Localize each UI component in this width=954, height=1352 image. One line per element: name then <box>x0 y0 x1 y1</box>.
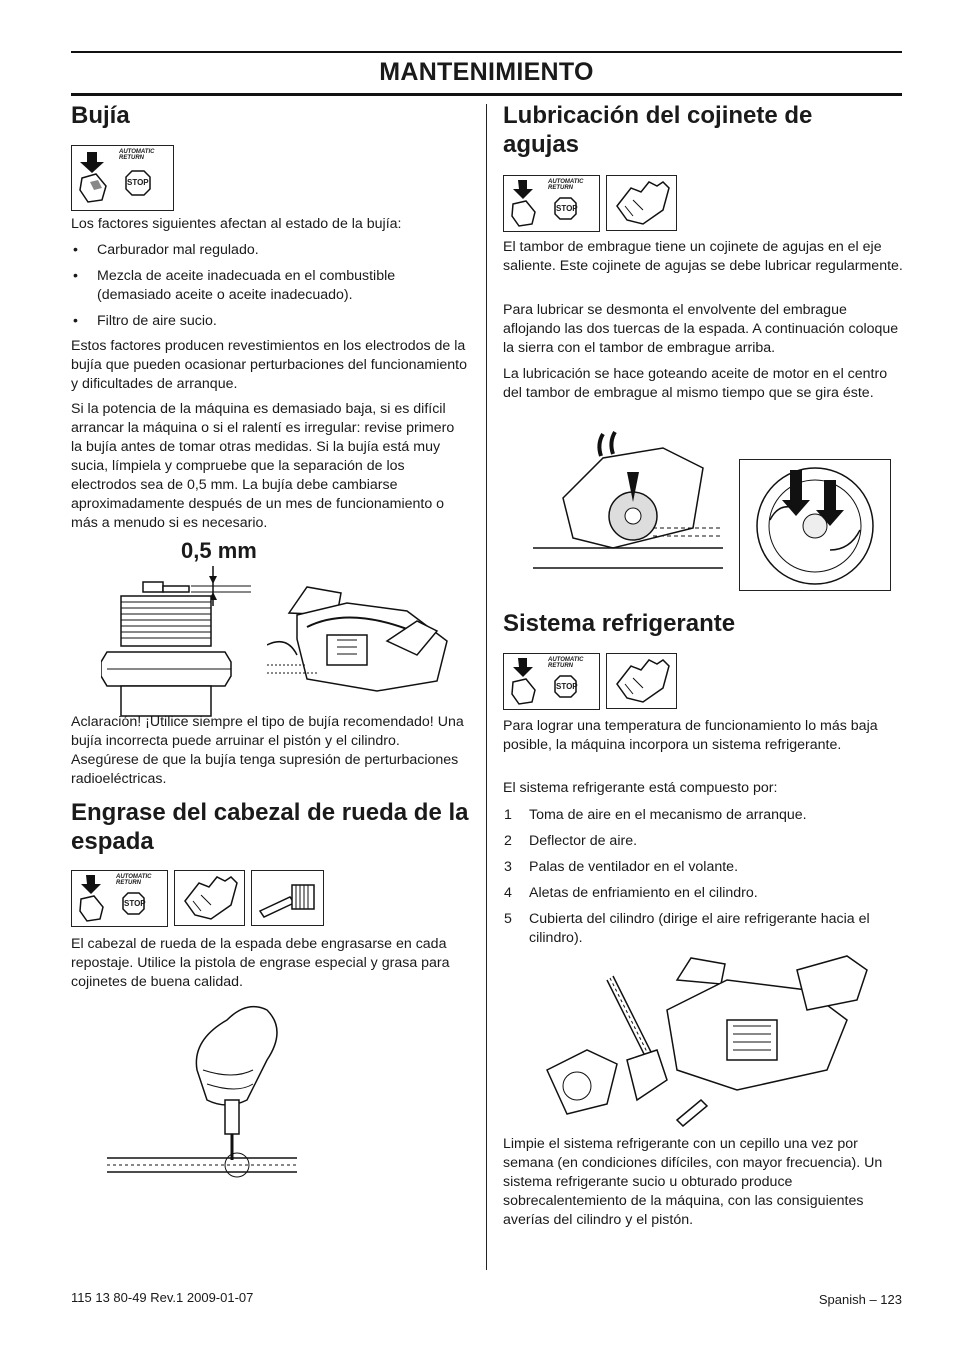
stop-text: STOP <box>556 204 578 213</box>
stop-text: STOP <box>124 899 146 908</box>
paragraph: Si la potencia de la máquina es demasiado baja, si es difícil arrancar la máquina o si el ralentí es irregular: revise primero la bujía antes de tomar otras medidas. Si la bujía está muy sucia, límpiela y compruebe que la separación de los electrodos sea de 0,5 mm. La bujía debe cambiarse aproximadamente después de un mes de funcionamiento o más a menudo si es necesario. <box>71 401 455 531</box>
list-item: 5 Cubierta del cilindro (dirige el aire refrigerante hacia el cilindro). <box>504 911 870 946</box>
list-item: 4 Aletas de enfriamiento en el cilindro. <box>504 885 758 901</box>
section-title-bujia: Bujía <box>71 102 130 129</box>
list-item: • Filtro de aire sucio. <box>73 313 217 329</box>
paragraph: Los factores siguientes afectan al estado de la bujía: <box>71 216 402 232</box>
icon-row-engrase <box>71 870 324 927</box>
document-number: 115 13 80-49 Rev.1 2009-01-07 <box>71 1290 254 1305</box>
paragraph: Estos factores producen revestimientos en los electrodos de la bujía que pueden ocasionar perturbaciones del funcionamiento y dificultades de arranque. <box>71 338 467 392</box>
icon-row-lubricacion <box>503 175 677 232</box>
chainsaw-spark-plug-figure <box>267 585 467 708</box>
section-title-lubricacion: Lubricación del cojinete de agujas <box>503 102 813 158</box>
list-item: 2 Deflector de aire. <box>504 833 638 849</box>
paragraph: El sistema refrigerante está compuesto por: <box>503 780 778 796</box>
auto-return-text: AUTOMATIC RETURN <box>548 179 584 191</box>
stop-automatic-return-icon <box>71 145 174 211</box>
factor-list <box>71 241 469 338</box>
header-rule-bottom <box>71 93 902 96</box>
list-item: • Mezcla de aceite inadecuada en el combustible (demasiado aceite o aceite inadecuado). <box>73 268 396 303</box>
column-divider <box>486 104 487 1270</box>
section-title-refrigerante: Sistema refrigerante <box>503 610 736 637</box>
grease-gun-bar-figure <box>107 1000 337 1195</box>
stop-text: STOP <box>127 178 149 187</box>
paragraph: Para lograr una temperatura de funcionamiento lo más baja posible, la máquina incorpora un sistema refrigerante. <box>503 718 878 753</box>
grease-gun-icon <box>251 870 324 926</box>
stop-automatic-return-icon <box>503 653 600 710</box>
cooling-system-figure <box>537 950 897 1135</box>
list-item: • Carburador mal regulado. <box>73 242 259 258</box>
list-item: 3 Palas de ventilador en el volante. <box>504 859 739 875</box>
auto-return-text: AUTOMATIC RETURN <box>116 874 152 886</box>
cooling-parts-list <box>503 806 903 955</box>
glove-icon <box>606 653 677 709</box>
auto-return-text: AUTOMATIC RETURN <box>119 149 155 161</box>
icon-row-refrigerante <box>503 653 677 710</box>
note-paragraph: Aclaración! ¡Utilice siempre el tipo de bujía recomendado! Una bujía incorrecta puede arruinar el pistón y el cilindro. Asegúrese de que la bujía tenga supresión de perturbaciones radioeléctricas. <box>71 714 464 787</box>
paragraph: Para lubricar se desmonta el envolvente del embrague aflojando las dos tuercas de la espada. A continuación coloque la sierra con el tambor de embrague arriba. <box>503 302 899 356</box>
paragraph: La lubricación se hace goteando aceite de motor en el centro del tambor de embrague al mismo tiempo que se gira éste. <box>503 366 888 401</box>
paragraph: Limpie el sistema refrigerante con un cepillo una vez por semana (en condiciones difíciles, con mayor frecuencia). Un sistema refrigerante sucio u obturado produce sobrecalentemiento de la máquina, con las consiguientes averías del cilindro y el pistón. <box>503 1136 883 1228</box>
icon-row-bujia <box>71 145 174 211</box>
stop-automatic-return-icon <box>71 870 168 927</box>
paragraph: El cabezal de rueda de la espada debe engrasarse en cada repostaje. Utilice la pistola de engrase especial y grasa para cojinetes de buena calidad. <box>71 936 450 990</box>
page-number: Spanish – 123 <box>818 1292 902 1307</box>
list-item: 1 Toma de aire en el mecanismo de arranque. <box>504 807 807 823</box>
paragraph: El tambor de embrague tiene un cojinete de agujas en el eje saliente. Este cojinete de agujas se debe lubricar regularmente. <box>503 239 903 274</box>
gap-label: 0,5 mm <box>181 538 257 563</box>
stop-text: STOP <box>556 682 578 691</box>
stop-automatic-return-icon <box>503 175 600 232</box>
clutch-drum-oil-figure <box>533 428 733 593</box>
glove-icon <box>606 175 677 231</box>
auto-return-text: AUTOMATIC RETURN <box>548 657 584 669</box>
section-title-engrase: Engrase del cabezal de rueda de la espada <box>71 799 469 855</box>
glove-icon <box>174 870 245 926</box>
page-title: MANTENIMIENTO <box>379 58 594 86</box>
header-rule-top <box>71 51 902 53</box>
clutch-closeup-figure <box>739 459 891 591</box>
